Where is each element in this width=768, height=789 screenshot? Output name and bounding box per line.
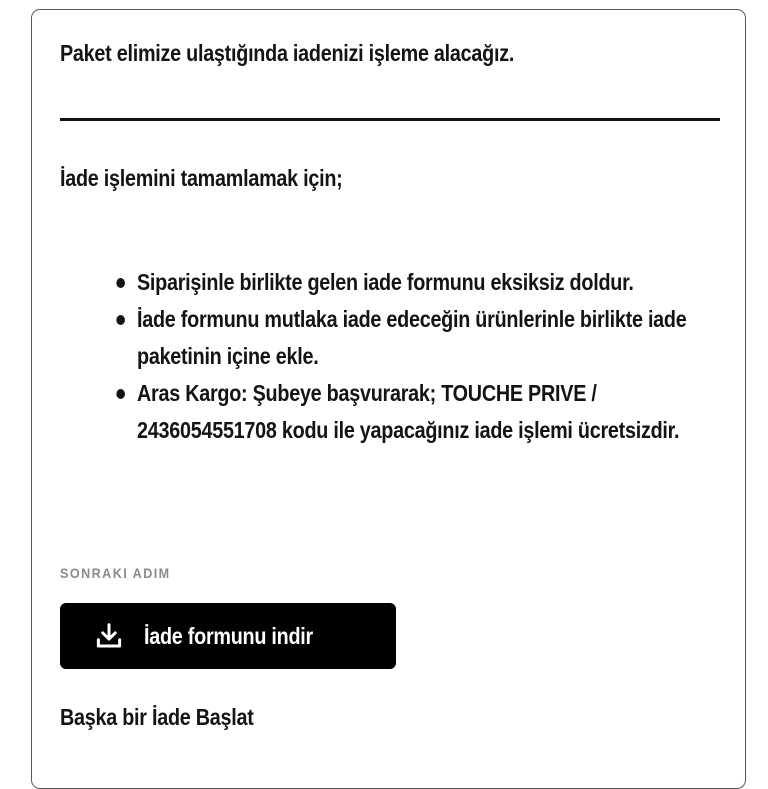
list-item: [137, 301, 722, 375]
start-another-return-link[interactable]: Başka bir İade Başlat: [60, 704, 254, 730]
return-steps-list: [137, 264, 722, 449]
list-item: [137, 375, 722, 449]
return-info-card: [31, 9, 746, 789]
bullet-dot: [116, 315, 125, 325]
step-text: Siparişinle birlikte gelen iade formunu eksiksiz doldur.: [137, 269, 634, 295]
section-divider: [60, 118, 720, 121]
return-instructions-heading: İade işlemini tamamlamak için;: [60, 165, 343, 191]
bullet-dot: [116, 389, 125, 399]
download-return-form-button[interactable]: [60, 603, 396, 669]
return-headline: Paket elimize ulaştığında iadenizi işleme alacağız.: [60, 40, 515, 66]
download-button-label: İade formunu indir: [144, 622, 313, 649]
next-step-label: SONRAKI ADIM: [60, 565, 171, 581]
step-text: İade formunu mutlaka iade edeceğin ürünlerinle birlikte iade paketinin içine ekle.: [137, 306, 687, 369]
list-item: [137, 264, 722, 301]
bullet-dot: [116, 278, 125, 288]
step-text: Aras Kargo: Şubeye başvurarak; TOUCHE PRIVE / 2436054551708 kodu ile yapacağınız iade işlemi ücretsizdir.: [137, 380, 680, 443]
download-icon: [94, 621, 124, 651]
